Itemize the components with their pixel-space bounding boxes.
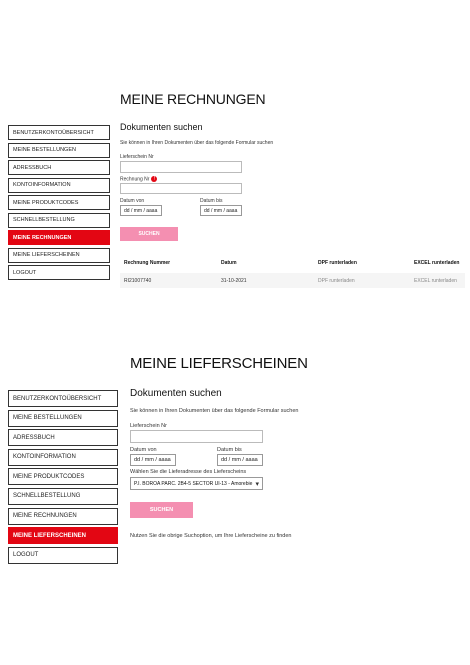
- menu-item-delivery-notes[interactable]: MEINE LIEFERSCHEINEN: [8, 527, 118, 544]
- table-header-pdf: DPF runterladen: [318, 260, 357, 266]
- menu-item-account-info[interactable]: KONTOINFORMATION: [8, 449, 118, 466]
- menu-item-orders[interactable]: MEINE BESTELLUNGEN: [8, 143, 110, 158]
- delivery-number-label: Lieferschein Nr: [130, 423, 167, 429]
- date-to-label: Datum bis: [217, 447, 242, 453]
- menu-item-invoices[interactable]: MEINE RECHNUNGEN: [8, 230, 110, 245]
- date-to-input[interactable]: dd / mm / aaaa: [200, 205, 242, 216]
- address-select-value: P.I. BOROA PARC. 2B4-5 SECTOR UI-13 - Amorebie: [134, 480, 253, 487]
- search-intro: Sie können in Ihren Dokumenten über das folgende Formular suchen: [130, 408, 299, 414]
- menu-item-invoices[interactable]: MEINE RECHNUNGEN: [8, 508, 118, 525]
- date-from-input[interactable]: dd / mm / aaaa: [130, 454, 176, 466]
- menu-item-delivery-notes[interactable]: MEINE LIEFERSCHEINEN: [8, 248, 110, 263]
- date-to-label: Datum bis: [200, 198, 223, 204]
- table-header-excel: EXCEL runterladen: [414, 260, 460, 266]
- invoice-number-input[interactable]: [120, 183, 242, 194]
- date-from-label: Datum von: [120, 198, 145, 204]
- menu-item-quick-order[interactable]: SCHNELLBESTELLUNG: [8, 213, 110, 228]
- menu-item-logout[interactable]: LOGOUT: [8, 547, 118, 564]
- search-intro: Sie können in Ihren Dokumenten über das folgende Formular suchen: [120, 140, 274, 146]
- menu-item-account-overview[interactable]: BENUTZERKONTOÜBERSICHT: [8, 125, 110, 140]
- table-header-invoice-number: Rechnung Nummer: [124, 260, 171, 266]
- menu-item-product-codes[interactable]: MEINE PRODUKTCODES: [8, 468, 118, 485]
- menu-item-account-info[interactable]: KONTOINFORMATION: [8, 178, 110, 193]
- search-hint: Nutzen Sie die obrige Suchoption, um Ihre Lieferscheine zu finden: [130, 533, 292, 539]
- pdf-download-link[interactable]: DPF runterladen: [318, 278, 355, 284]
- page-title: MEINE LIEFERSCHEINEN: [130, 355, 308, 372]
- table-header-date: Datum: [221, 260, 237, 266]
- delivery-number-label: Lieferschein Nr: [120, 154, 154, 160]
- page-title: MEINE RECHNUNGEN: [120, 91, 266, 107]
- menu-item-orders[interactable]: MEINE BESTELLUNGEN: [8, 410, 118, 427]
- date-to-input[interactable]: dd / mm / aaaa: [217, 454, 263, 466]
- account-menu: [8, 390, 118, 564]
- search-button[interactable]: SUCHEN: [120, 227, 178, 241]
- search-subtitle: Dokumenten suchen: [130, 388, 222, 399]
- chevron-down-icon: ▾: [255, 480, 259, 488]
- delivery-number-input[interactable]: [120, 161, 242, 173]
- address-select[interactable]: [130, 477, 263, 490]
- invoice-date-cell: 31-10-2021: [221, 278, 247, 284]
- search-button[interactable]: SUCHEN: [130, 502, 193, 518]
- invoice-number-cell: RI21007740: [124, 278, 152, 284]
- account-menu: [8, 125, 110, 280]
- menu-item-product-codes[interactable]: MEINE PRODUKTCODES: [8, 195, 110, 210]
- search-subtitle: Dokumenten suchen: [120, 122, 203, 132]
- required-icon: !: [151, 176, 157, 182]
- menu-item-address-book[interactable]: ADRESSBUCH: [8, 429, 118, 446]
- invoice-number-label: Rechnung Nr !: [120, 176, 157, 182]
- delivery-number-input[interactable]: [130, 430, 263, 443]
- menu-item-address-book[interactable]: ADRESSBUCH: [8, 160, 110, 175]
- menu-item-quick-order[interactable]: SCHNELLBESTELLUNG: [8, 488, 118, 505]
- date-from-input[interactable]: dd / mm / aaaa: [120, 205, 162, 216]
- menu-item-account-overview[interactable]: BENUTZERKONTOÜBERSICHT: [8, 390, 118, 407]
- date-from-label: Datum von: [130, 447, 157, 453]
- address-label: Wählen Sie die Lieferadresse des Lieferscheins: [130, 469, 247, 475]
- excel-download-link[interactable]: EXCEL runterladen: [414, 278, 457, 284]
- menu-item-logout[interactable]: LOGOUT: [8, 265, 110, 280]
